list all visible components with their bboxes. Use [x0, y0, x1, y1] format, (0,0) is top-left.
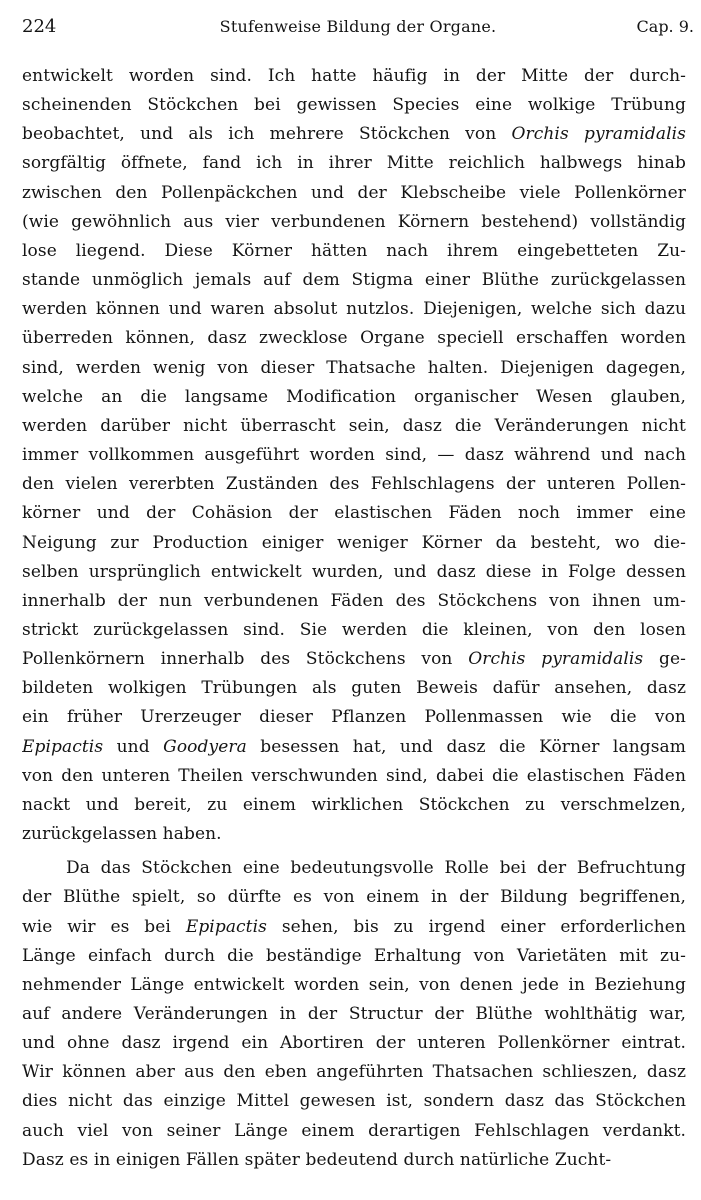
text-line [22, 324, 686, 353]
text-segment: auf andere Veränderungen in der Structur der Blüthe wohlthätig war, [22, 1004, 686, 1024]
page-number: 224 [22, 16, 57, 37]
text-line [22, 383, 686, 412]
text-segment: körner und der Cohäsion der elastischen Fäden noch immer eine [22, 503, 686, 524]
text-segment: Da das Stöckchen eine bedeutungsvolle Rolle bei der Befruchtung [66, 858, 686, 879]
text-segment: nehmender Länge entwickelt worden sein, von denen jede in Beziehung [22, 974, 686, 995]
text-segment: sehen, bis zu irgend einer erforderlichen [266, 916, 686, 937]
text-segment: der Blüthe spielt, so dürfte es von einem in der Bildung begriffenen, [22, 887, 686, 908]
text-segment: Wir können aber aus den eben angeführten Thatsachen schlieszen, dasz [22, 1062, 686, 1083]
chapter-reference: Cap. 9. [636, 17, 694, 36]
text-segment: ge- [643, 649, 686, 670]
text-segment: sind, werden wenig von dieser Thatsache halten. Diejenigen dagegen, [22, 357, 686, 378]
text-segment: zwischen den Pollenpäckchen und der Klebscheibe viele Pollenkörner [22, 182, 686, 203]
text-segment: Dasz es in einigen Fällen später bedeutend durch natürliche Zucht- [22, 1149, 612, 1170]
running-title: Stufenweise Bildung der Organe. [219, 17, 497, 36]
text-segment: von den unteren Theilen verschwunden sind, dabei die elastischen Fäden [22, 765, 686, 786]
text-line [22, 354, 686, 383]
text-line [22, 295, 686, 324]
text-line [22, 703, 686, 732]
paragraph [22, 854, 686, 1175]
text-line [22, 942, 686, 971]
text-line [22, 883, 686, 912]
text-segment: werden darüber nicht überrascht sein, dasz die Veränderungen nicht [22, 415, 686, 436]
text-line [22, 616, 686, 645]
text-line [22, 791, 686, 820]
text-segment: bildeten wolkigen Trübungen als guten Beweis dafür ansehen, dasz [22, 678, 686, 699]
text-line [22, 674, 686, 703]
text-segment: innerhalb der nun verbundenen Fäden des Stöckchens von ihnen um- [22, 590, 686, 611]
text-line [22, 208, 686, 237]
text-segment: ein früher Urerzeuger dieser Pflanzen Pollenmassen wie die von [22, 707, 686, 728]
text-segment: Pollenkörnern innerhalb des Stöckchens von [22, 649, 469, 670]
text-segment: immer vollkommen ausgeführt worden sind, — dasz während und nach [22, 445, 686, 466]
text-line [22, 762, 686, 791]
text-line [22, 266, 686, 295]
text-segment: auch viel von seiner Länge einem derartigen Fehlschlagen verdankt. [22, 1120, 686, 1141]
italic-term: Orchis pyramidalis [468, 649, 644, 670]
text-line [22, 470, 686, 499]
paragraph [22, 62, 686, 849]
text-line [22, 529, 686, 558]
text-line [22, 1058, 686, 1087]
text-segment: überreden können, dasz zwecklose Organe speciell erschaffen worden [22, 328, 686, 349]
text-segment: besessen hat, und dasz die Körner langsam [246, 736, 686, 757]
text-line [22, 499, 686, 528]
text-segment: und ohne dasz irgend ein Abortiren der unteren Pollenkörner eintrat. [22, 1033, 686, 1054]
text-line [22, 558, 686, 587]
text-line [22, 179, 686, 208]
text-line [22, 1117, 686, 1146]
text-segment: dies nicht das einzige Mittel gewesen ist, sondern dasz das Stöckchen [22, 1091, 686, 1112]
text-line [22, 971, 686, 1000]
text-segment: werden können und waren absolut nutzlos. Diejenigen, welche sich dazu [22, 299, 686, 320]
text-segment: stande unmöglich jemals auf dem Stigma einer Blüthe zurückgelassen [22, 270, 686, 291]
text-segment: (wie gewöhnlich aus vier verbundenen Körnern bestehend) vollständig [22, 211, 686, 232]
text-segment: zurückgelassen haben. [22, 824, 222, 845]
text-line [22, 587, 686, 616]
text-segment: lose liegend. Diese Körner hätten nach ihrem eingebetteten Zu- [22, 240, 686, 261]
text-segment: beobachtet, und als ich mehrere Stöckchen von [22, 124, 512, 145]
text-segment: wie wir es bei [22, 916, 186, 937]
text-line [22, 1087, 686, 1116]
text-segment: nackt und bereit, zu einem wirklichen Stöckchen zu verschmelzen, [22, 794, 686, 815]
text-line [22, 1029, 686, 1058]
text-segment: welche an die langsame Modification organischer Wesen glauben, [22, 386, 686, 407]
text-segment: Neigung zur Production einiger weniger Körner da besteht, wo die- [22, 532, 686, 553]
text-line [22, 1146, 686, 1175]
italic-term: Orchis pyramidalis [511, 124, 686, 145]
italic-term: Epipactis [185, 916, 267, 937]
text-line [22, 91, 686, 120]
italic-term: Goodyera [163, 736, 247, 757]
text-line [22, 820, 686, 849]
text-line [22, 1000, 686, 1029]
text-line [22, 120, 686, 149]
text-line [22, 645, 686, 674]
body-text [22, 62, 686, 1175]
text-line [22, 412, 686, 441]
text-segment: und [103, 736, 164, 757]
text-line [22, 854, 686, 883]
page-header [22, 14, 694, 40]
text-line [22, 733, 686, 762]
text-line [22, 913, 686, 942]
text-segment: den vielen vererbten Zuständen des Fehlschlagens der unteren Pollen- [22, 474, 686, 495]
text-segment: scheinenden Stöckchen bei gewissen Species eine wolkige Trübung [22, 95, 686, 116]
text-line [22, 62, 686, 91]
text-segment: strickt zurückgelassen sind. Sie werden die kleinen, von den losen [22, 619, 686, 640]
italic-term: Epipactis [22, 736, 104, 757]
text-line [22, 441, 686, 470]
text-segment: entwickelt worden sind. Ich hatte häufig in der Mitte der durch- [22, 66, 686, 86]
text-segment: sorgfältig öffnete, fand ich in ihrer Mitte reichlich halbwegs hinab [22, 153, 686, 174]
text-segment: selben ursprünglich entwickelt wurden, und dasz diese in Folge dessen [22, 561, 686, 582]
text-line [22, 237, 686, 266]
text-segment: Länge einfach durch die beständige Erhaltung von Varietäten mit zu- [22, 945, 686, 966]
text-line [22, 149, 686, 178]
